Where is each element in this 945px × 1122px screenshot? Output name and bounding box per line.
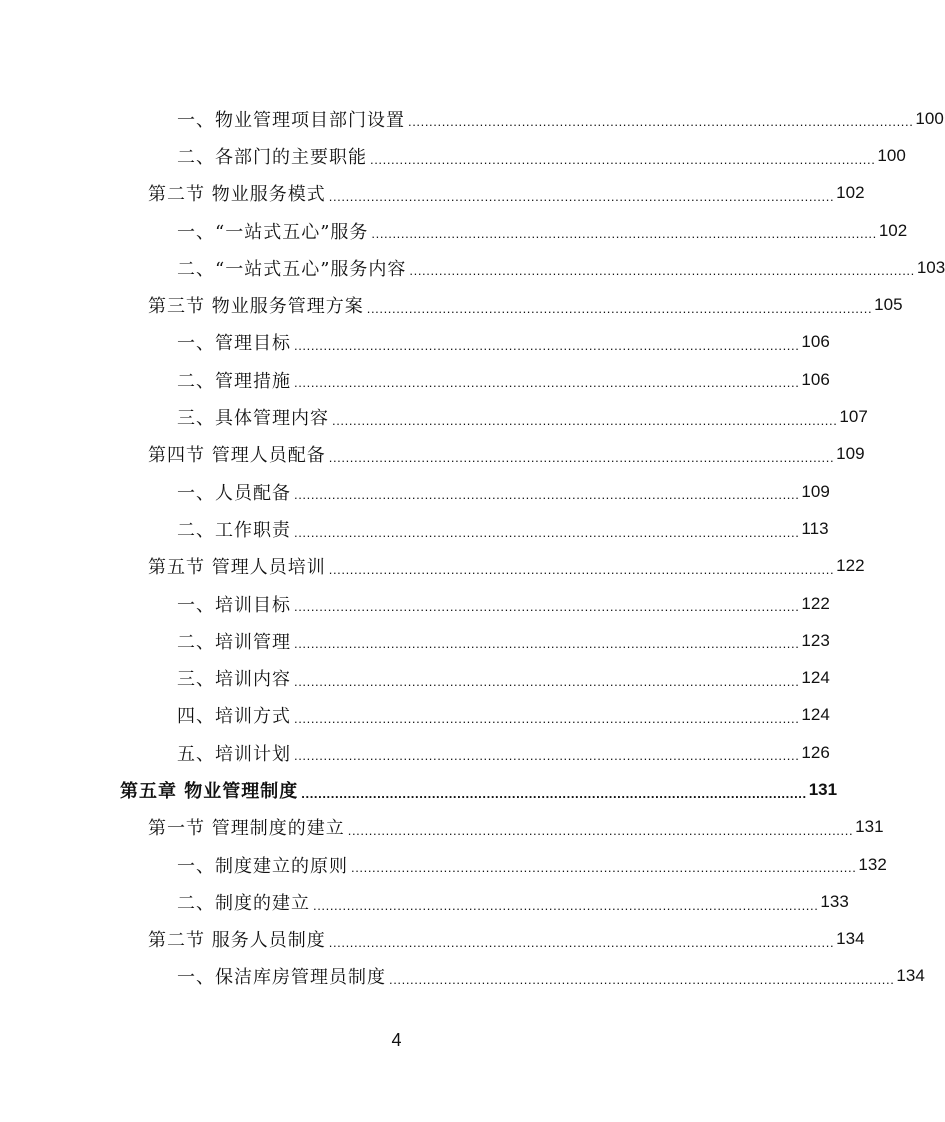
toc-dot-leader: ........................................................................................................................ xyxy=(313,897,819,913)
toc-dot-leader: ........................................................................................................................ xyxy=(294,711,800,727)
toc-entry[interactable] xyxy=(0,473,830,510)
toc-entry[interactable] xyxy=(0,510,829,547)
toc-entry-title: 一、人员配备 xyxy=(177,482,291,504)
toc-entry-page: 100 xyxy=(915,108,944,128)
toc-entry-page: 102 xyxy=(836,183,865,203)
toc-dot-leader: ........................................................................................................................ xyxy=(294,524,800,540)
toc-entry-title: 二、制度的建立 xyxy=(177,892,310,914)
toc-entry-title: 第二节 物业服务模式 xyxy=(148,184,326,206)
toc-entry-title: 第二节 服务人员制度 xyxy=(148,930,326,952)
toc-dot-leader: ........................................................................................................................ xyxy=(332,412,838,428)
toc-entry-title: 一、培训目标 xyxy=(177,594,291,616)
toc-entry-page: 122 xyxy=(836,556,865,576)
toc-dot-leader: ........................................................................................................................ xyxy=(294,673,800,689)
toc-dot-leader: ........................................................................................................................ xyxy=(371,226,877,242)
toc-entry[interactable] xyxy=(0,921,865,958)
toc-entry[interactable] xyxy=(0,100,944,137)
toc-entry-page: 106 xyxy=(801,369,830,389)
toc-entry-page: 113 xyxy=(801,518,829,538)
toc-entry-page: 133 xyxy=(820,891,849,911)
toc-dot-leader: ........................................................................................................................ xyxy=(328,561,835,577)
toc-dot-leader: ........................................................................................................................ xyxy=(328,934,835,950)
toc-entry-title: 一、物业管理项目部门设置 xyxy=(177,109,405,131)
toc-dot-leader: ........................................................................................................................ xyxy=(389,972,895,988)
toc-entry-page: 126 xyxy=(801,742,830,762)
toc-entry-page: 132 xyxy=(858,854,887,874)
toc-entry-page: 100 xyxy=(877,145,906,165)
toc-entry-page: 124 xyxy=(801,668,830,688)
toc-entry-title: 二、“一站式五心”服务内容 xyxy=(177,258,407,280)
toc-entry-title: 五、培训计划 xyxy=(177,743,291,765)
toc-entry[interactable] xyxy=(0,659,830,696)
toc-dot-leader: ........................................................................................................................ xyxy=(328,188,835,204)
toc-dot-leader: ........................................................................................................................ xyxy=(328,449,835,465)
toc-entry-title: 二、管理措施 xyxy=(177,370,291,392)
toc-entry-title: 二、工作职责 xyxy=(177,519,291,541)
toc-dot-leader: ........................................................................................................................ xyxy=(294,487,800,503)
toc-entry-title: 四、培训方式 xyxy=(177,706,291,728)
toc-dot-leader: ........................................................................................................................ xyxy=(294,748,800,764)
toc-entry[interactable] xyxy=(0,734,830,771)
toc-entry-title: 第五节 管理人员培训 xyxy=(148,557,326,579)
toc-entry-page: 134 xyxy=(836,929,865,949)
page-number: 4 xyxy=(391,1030,402,1050)
toc-entry[interactable] xyxy=(0,585,830,622)
toc-entry-title: 三、培训内容 xyxy=(177,669,291,691)
toc-dot-leader: ........................................................................................................................ xyxy=(351,860,857,876)
toc-entry-page: 109 xyxy=(836,444,865,464)
toc-entry[interactable] xyxy=(0,809,884,846)
toc-entry[interactable] xyxy=(0,137,906,174)
toc-entry-title: 一、管理目标 xyxy=(177,333,291,355)
toc-dot-leader: ........................................................................................................................ xyxy=(347,822,854,838)
toc-dot-leader: ........................................................................................................................ xyxy=(294,375,800,391)
toc-entry-page: 102 xyxy=(878,220,908,240)
toc-dot-leader: ........................................................................................................................ xyxy=(294,599,800,615)
toc-entry[interactable] xyxy=(0,622,830,659)
toc-entry-title: 第一节 管理制度的建立 xyxy=(148,818,345,840)
toc-entry-title: 二、各部门的主要职能 xyxy=(177,146,367,168)
toc-entry-title: 第三节 物业服务管理方案 xyxy=(148,296,364,318)
toc-entry-page: 122 xyxy=(801,593,830,613)
toc-dot-leader: ........................................................................................................................ xyxy=(408,114,914,130)
toc-entry-title: 一、“一站式五心”服务 xyxy=(177,221,369,243)
toc-entry-title: 第四节 管理人员配备 xyxy=(148,445,326,467)
toc-entry-title: 一、保洁库房管理员制度 xyxy=(177,967,386,989)
toc-entry[interactable] xyxy=(0,771,838,808)
toc-dot-leader: ........................................................................................................................ xyxy=(294,338,800,354)
toc-entry[interactable] xyxy=(0,958,925,995)
toc-entry-page: 123 xyxy=(801,630,830,650)
toc-entry-page: 103 xyxy=(916,257,945,277)
toc-dot-leader: ........................................................................................................................ xyxy=(409,263,915,279)
toc-entry-title: 一、制度建立的原则 xyxy=(177,855,348,877)
toc-entry[interactable] xyxy=(0,212,908,249)
toc-entry[interactable] xyxy=(0,286,903,323)
toc-entry-title: 三、具体管理内容 xyxy=(177,408,329,430)
toc-dot-leader: ........................................................................................................................ xyxy=(294,636,800,652)
toc-entry[interactable] xyxy=(0,398,868,435)
toc-entry-page: 131 xyxy=(808,779,838,799)
toc-entry[interactable] xyxy=(0,361,830,398)
toc-dot-leader: ........................................................................................................................ xyxy=(301,785,807,801)
toc-entry-page: 106 xyxy=(801,332,830,352)
toc-entry-page: 131 xyxy=(855,817,884,837)
toc-dot-leader: ........................................................................................................................ xyxy=(370,151,876,167)
toc-entry-page: 109 xyxy=(801,481,830,501)
toc-entry-title: 第五章 物业管理制度 xyxy=(120,780,299,802)
toc-entry[interactable] xyxy=(0,249,945,286)
toc-entry[interactable] xyxy=(0,436,865,473)
toc-entry-title: 二、培训管理 xyxy=(177,631,291,653)
toc-entry[interactable] xyxy=(0,324,830,361)
toc-entry[interactable] xyxy=(0,846,887,883)
toc-entry-page: 105 xyxy=(874,295,903,315)
toc-entry-page: 134 xyxy=(896,966,925,986)
toc-entry-page: 107 xyxy=(839,407,868,427)
toc-entry[interactable] xyxy=(0,697,830,734)
toc-entry[interactable] xyxy=(0,883,849,920)
table-of-contents xyxy=(0,100,945,995)
toc-entry-page: 124 xyxy=(801,705,830,725)
toc-entry[interactable] xyxy=(0,175,865,212)
toc-dot-leader: ........................................................................................................................ xyxy=(366,300,873,316)
toc-entry[interactable] xyxy=(0,548,865,585)
